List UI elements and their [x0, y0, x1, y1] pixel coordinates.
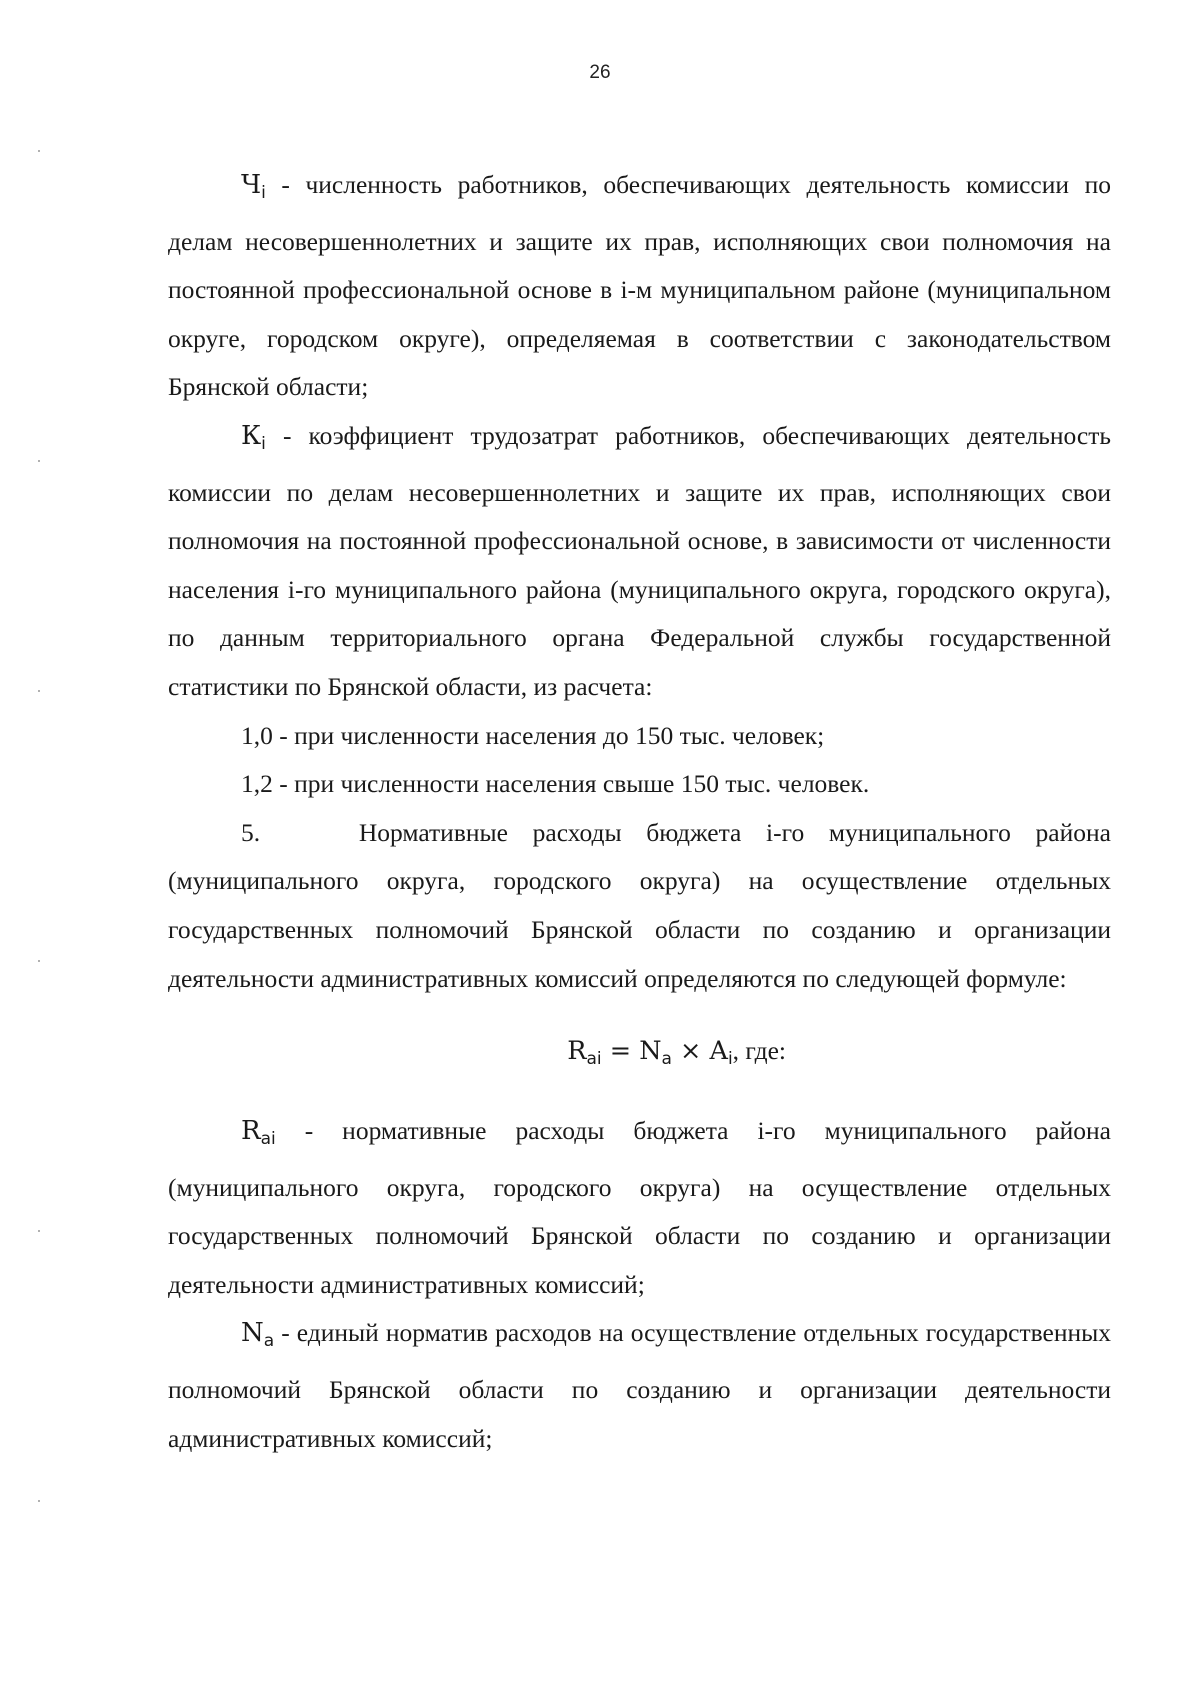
formula-times: ×	[671, 1036, 710, 1067]
formula-r-sub: ai	[586, 1049, 602, 1070]
ki-definition-text: - коэффициент трудозатрат работников, обеспечивающих деятельность комиссии по делам несовершеннолетних и защите их прав, исполняющих свои полномочия на постоянной профессиональной основе, в зависимости от численности населения i-го муниципального района (муниципального округа, городского округа), по данным территориального органа Федеральной службы государственной статистики по Брянской области, из расчета:	[168, 420, 1111, 701]
paragraph-na-definition	[168, 1309, 1111, 1463]
page-number: 26	[589, 62, 611, 83]
item-5-paragraph: 5. Нормативные расходы бюджета i-го муниципального района (муниципального округа, городского округа) на осуществление отдельных государственных полномочий Брянской области по созданию и организации деятельности административных комиссий определяются по следующей формуле:	[168, 817, 1118, 993]
symbol-chi: Ч	[241, 170, 262, 200]
formula-a: A	[709, 1036, 728, 1067]
subscript-i: i	[261, 183, 266, 203]
formula-n: N	[639, 1036, 662, 1067]
scan-margin-mark	[38, 960, 40, 962]
subscript-i: i	[261, 433, 266, 454]
subscript-a: a	[263, 1331, 275, 1352]
document-body	[168, 161, 1118, 1463]
symbol-ki: К	[241, 420, 262, 451]
symbol-rai: R	[241, 1116, 261, 1147]
scan-margin-mark	[38, 690, 40, 692]
paragraph-ki-definition	[168, 412, 1111, 712]
formula-tail: , где:	[732, 1036, 786, 1066]
formula-eq: =	[601, 1036, 640, 1067]
formula-n-sub: a	[661, 1049, 672, 1070]
formula	[168, 1003, 1111, 1107]
scan-margin-mark	[38, 460, 40, 462]
paragraph-chi-definition	[168, 161, 1111, 412]
scan-margin-mark	[38, 150, 40, 152]
scan-margin-mark	[38, 1230, 40, 1232]
formula-r: R	[567, 1036, 587, 1067]
subscript-ai: ai	[260, 1129, 276, 1150]
scan-margin-mark	[38, 1500, 40, 1502]
paragraph-rai-definition	[168, 1107, 1111, 1309]
chi-definition-text: - численность работников, обеспечивающих деятельность комиссии по делам несовершеннолетних и защите их прав, исполняющих свои полномочия на постоянной профессиональной основе в i-м муниципальном районе (муниципальном округе, городском округе), определяемая в соответствии с законодательством Брянской области;	[168, 170, 1111, 402]
formula-a-sub: i	[727, 1049, 733, 1070]
na-definition-text: - единый норматив расходов на осуществление отдельных государственных полномочий Брянской области по созданию и организации деятельности административных комиссий;	[168, 1318, 1111, 1453]
symbol-na: N	[241, 1318, 264, 1349]
coefficient-line-2: 1,2 - при численности населения свыше 150 тыс. человек.	[241, 769, 870, 799]
coefficient-line-1: 1,0 - при численности населения до 150 тыс. человек;	[241, 720, 825, 750]
rai-definition-text: - нормативные расходы бюджета i-го муниципального района (муниципального округа, городского округа) на осуществление отдельных государственных полномочий Брянской области по созданию и организации деятельности административных комиссий;	[168, 1116, 1111, 1299]
